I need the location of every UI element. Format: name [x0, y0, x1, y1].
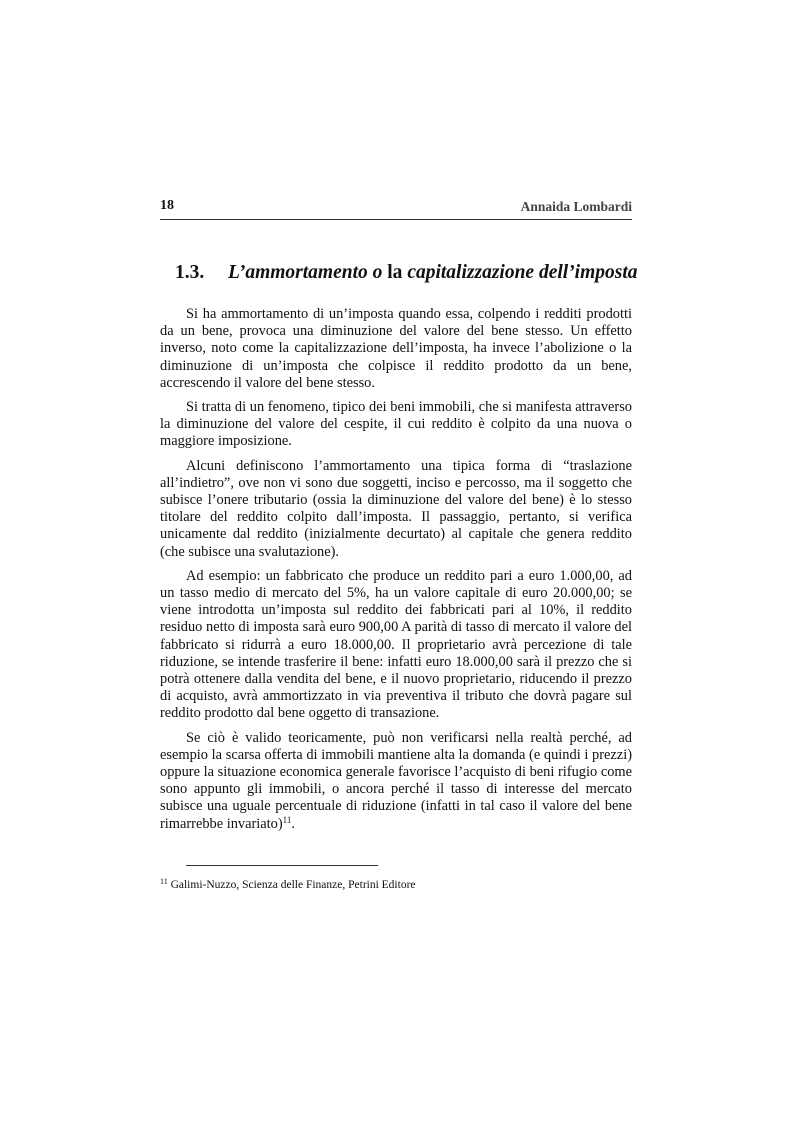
- paragraph-tail: .: [291, 815, 295, 832]
- section-title-part3: capitalizzazione dell’imposta: [407, 262, 638, 283]
- paragraph: Si tratta di un fenomeno, tipico dei beni immobili, che si manifesta attraverso la diminuzione del valore del cespite, il cui reddito è colpito da una nuova o maggiore imposizione.: [160, 399, 632, 450]
- footnote-marker: 11: [160, 877, 168, 886]
- footnote-reference[interactable]: 11: [282, 814, 292, 825]
- section-heading: [175, 262, 638, 284]
- footnote-text: Galimi-Nuzzo, Scienza delle Finanze, Petrini Editore: [167, 879, 416, 891]
- paragraph: Alcuni definiscono l’ammortamento una tipica forma di “traslazione all’indietro”, ove non vi sono due soggetti, inciso e percosso, ma il soggetto che subisce l’onere tributario (ossia la diminuzione del valore del bene) è lo stesso titolare del reddito colpito dall’imposta. Il passaggio, pertanto, si verifica unicamente dal reddito (inizialmente decurtato) al capitale che genera reddito (che subisce una svalutazione).: [160, 457, 632, 560]
- running-head-author: Annaida Lombardi: [520, 199, 632, 214]
- section-title-part1: L’ammortamento o: [228, 262, 383, 283]
- paragraph: Ad esempio: un fabbricato che produce un reddito pari a euro 1.000,00, ad un tasso medio di mercato del 5%, ha un valore capitale di euro 20.000,00; se viene introdotta un’imposta sul reddito dei fabbricati pari al 10%, il reddito residuo netto di imposta sarà euro 900,00 A parità di tasso di mercato il valore del fabbricato si ridurrà a euro 18.000,00. Il proprietario avrà percezione di tale riduzione, se intende trasferire il bene: infatti euro 18.000,00 sarà il prezzo che si potrà ottenere dalla vendita del bene, e il nuovo proprietario, riducendo il prezzo di acquisto, avrà ammortizzato in via preventiva il tributo che dovrà pagare sul reddito prodotto dal bene oggetto di transazione.: [160, 567, 632, 722]
- footnote: [160, 878, 632, 892]
- paragraph: [160, 730, 632, 833]
- paragraph-text: Se ciò è valido teoricamente, può non verificarsi nella realtà perché, ad esempio la scarsa offerta di immobili mantiene alta la domanda (e quindi i prezzi) oppure la situazione economica generale favorisce l’acquisto di beni rifugio come sono appunto gli immobili, o ancora perché il tasso di interesse del mercato subisce una uguale percentuale di riduzione (infatti in tal caso il valore del bene rimarrebbe invariato): [160, 729, 632, 832]
- body-text: [160, 306, 632, 840]
- paragraph: Si ha ammortamento di un’imposta quando essa, colpendo i redditi prodotti da un bene, provoca una diminuzione del valore del bene stesso. Un effetto inverso, noto come la capitalizzazione dell’imposta, ha invece l’abolizione o la diminuzione di un’imposta che colpisce il reddito prodotto da un bene, accrescendo il valore del bene stesso.: [160, 306, 632, 391]
- section-number: 1.3.: [175, 262, 205, 283]
- page-header: [160, 198, 632, 220]
- section-title-part2: la: [382, 262, 408, 283]
- page-number: 18: [160, 198, 174, 213]
- footnote-divider: [186, 865, 378, 866]
